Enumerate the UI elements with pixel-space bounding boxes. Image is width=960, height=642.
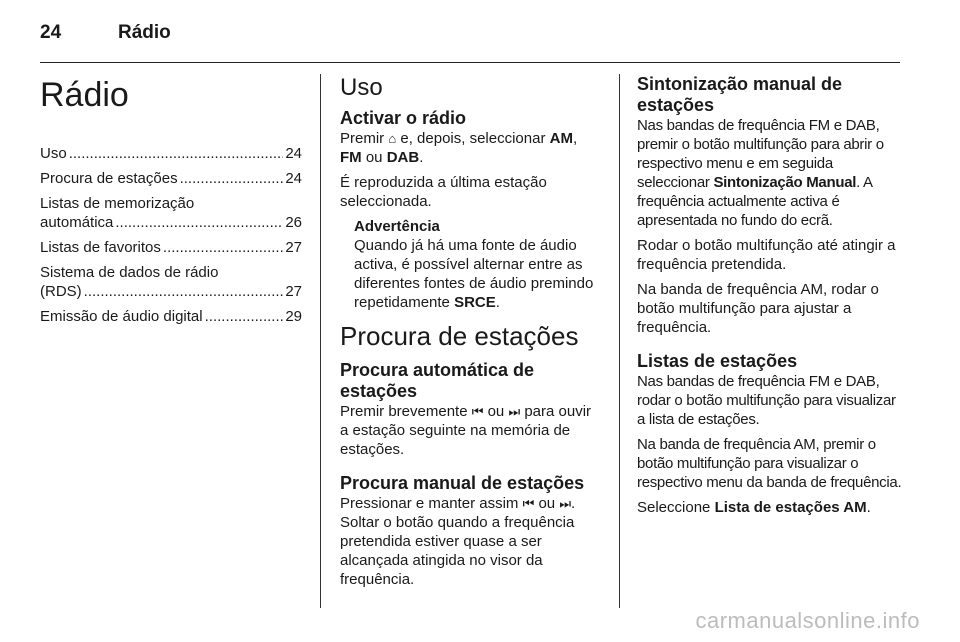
skip-previous-icon: ⏮ xyxy=(471,404,484,419)
toc-leader-dots xyxy=(84,282,284,301)
toc-entry-line: Listas de memorização xyxy=(40,195,195,212)
toc-leader-dots xyxy=(180,169,284,188)
watermark: carmanualsonline.info xyxy=(695,608,920,633)
subheading-activar: Activar o rádio xyxy=(340,108,467,128)
content-column-3 xyxy=(637,74,903,523)
paragraph-procura-manual: Pressionar e manter assim ⏮ ou ⏭. Soltar o botão quando a frequência pretendida estiver quase a ser alcançada atingida no visor da frequência. xyxy=(340,495,576,588)
column-divider xyxy=(619,74,620,608)
toc-entry[interactable] xyxy=(40,144,302,163)
paragraph-listas-1: Nas bandas de frequência FM e DAB, rodar o botão multifunção para visualizar a lista de estações. xyxy=(637,373,896,428)
section-heading-procura: Procura de estações xyxy=(340,321,579,351)
toc-leader-dots xyxy=(115,213,283,232)
toc-page-number: 29 xyxy=(285,308,302,325)
paragraph-sintonizacao-2: Rodar o botão multifunção até atingir a frequência pretendida. xyxy=(637,237,896,273)
page-number: 24 xyxy=(40,22,62,43)
toc-page-number: 26 xyxy=(285,214,302,231)
skip-next-icon: ⏭ xyxy=(559,496,572,511)
toc-entry-title: (RDS) xyxy=(40,283,82,300)
skip-next-icon: ⏭ xyxy=(508,404,521,419)
toc-page-number: 24 xyxy=(285,170,302,187)
section-heading-uso: Uso xyxy=(340,74,383,101)
toc-entry[interactable] xyxy=(40,169,302,188)
page-header xyxy=(40,18,900,63)
toc-entry[interactable] xyxy=(40,263,302,301)
paragraph-activar: Premir ⌂ e, depois, seleccionar AM, FM ou DAB. xyxy=(340,130,578,166)
toc-entry[interactable] xyxy=(40,194,302,232)
subheading-listas-estacoes: Listas de estações xyxy=(637,351,798,371)
note-title: Advertência xyxy=(354,218,440,235)
toc-leader-dots xyxy=(163,238,283,257)
toc-column xyxy=(40,74,302,332)
paragraph-sintonizacao-1: Nas bandas de frequência FM e DAB, premir o botão multifunção para abrir o respectivo menu e em seguida seleccionar Sintonização Manual. A frequência actualmente activa é apresentada no fundo do ecrã. xyxy=(637,117,884,229)
content-column-2 xyxy=(340,74,602,595)
toc-leader-dots xyxy=(69,144,284,163)
running-title: Rádio xyxy=(118,22,171,43)
paragraph-procura-automatica: Premir brevemente ⏮ ou ⏭ para ouvir a estação seguinte na memória de estações. xyxy=(340,403,592,458)
column-divider xyxy=(320,74,321,608)
toc-entry-title: Procura de estações xyxy=(40,170,178,187)
subheading-sintonizacao: Sintonização manual de estações xyxy=(637,74,843,115)
toc-leader-dots xyxy=(205,307,284,326)
toc-entry-title: Listas de favoritos xyxy=(40,239,161,256)
toc-page-number: 24 xyxy=(285,145,302,162)
toc-entry-title: Uso xyxy=(40,145,67,162)
chapter-title: Rádio xyxy=(40,76,129,114)
toc-entry-line: Sistema de dados de rádio xyxy=(40,264,219,281)
toc-entry[interactable] xyxy=(40,307,302,326)
home-icon: ⌂ xyxy=(388,131,397,146)
paragraph-sintonizacao-3: Na banda de frequência AM, rodar o botão multifunção para ajustar a frequência. xyxy=(637,281,879,336)
skip-previous-icon: ⏮ xyxy=(522,496,535,511)
subheading-procura-automatica: Procura automática de estações xyxy=(340,360,535,401)
note-box xyxy=(354,217,602,312)
toc-entry-title: automática xyxy=(40,214,114,231)
toc-page-number: 27 xyxy=(285,283,302,300)
toc-entry-title: Emissão de áudio digital xyxy=(40,308,203,325)
note-text: Quando já há uma fonte de áudio activa, é possível alternar entre as diferentes fontes de áudio premindo repetidamente SRCE. xyxy=(354,237,594,311)
paragraph-ultima-estacao: É reproduzida a última estação seleccionada. xyxy=(340,174,547,210)
toc-page-number: 27 xyxy=(285,239,302,256)
toc-entry[interactable] xyxy=(40,238,302,257)
paragraph-listas-2: Na banda de frequência AM, premir o botão multifunção para visualizar o respectivo menu da banda de frequência. xyxy=(637,436,902,491)
table-of-contents xyxy=(40,144,302,326)
subheading-procura-manual: Procura manual de estações xyxy=(340,473,585,493)
paragraph-listas-3: Seleccione Lista de estações AM. xyxy=(637,499,871,516)
